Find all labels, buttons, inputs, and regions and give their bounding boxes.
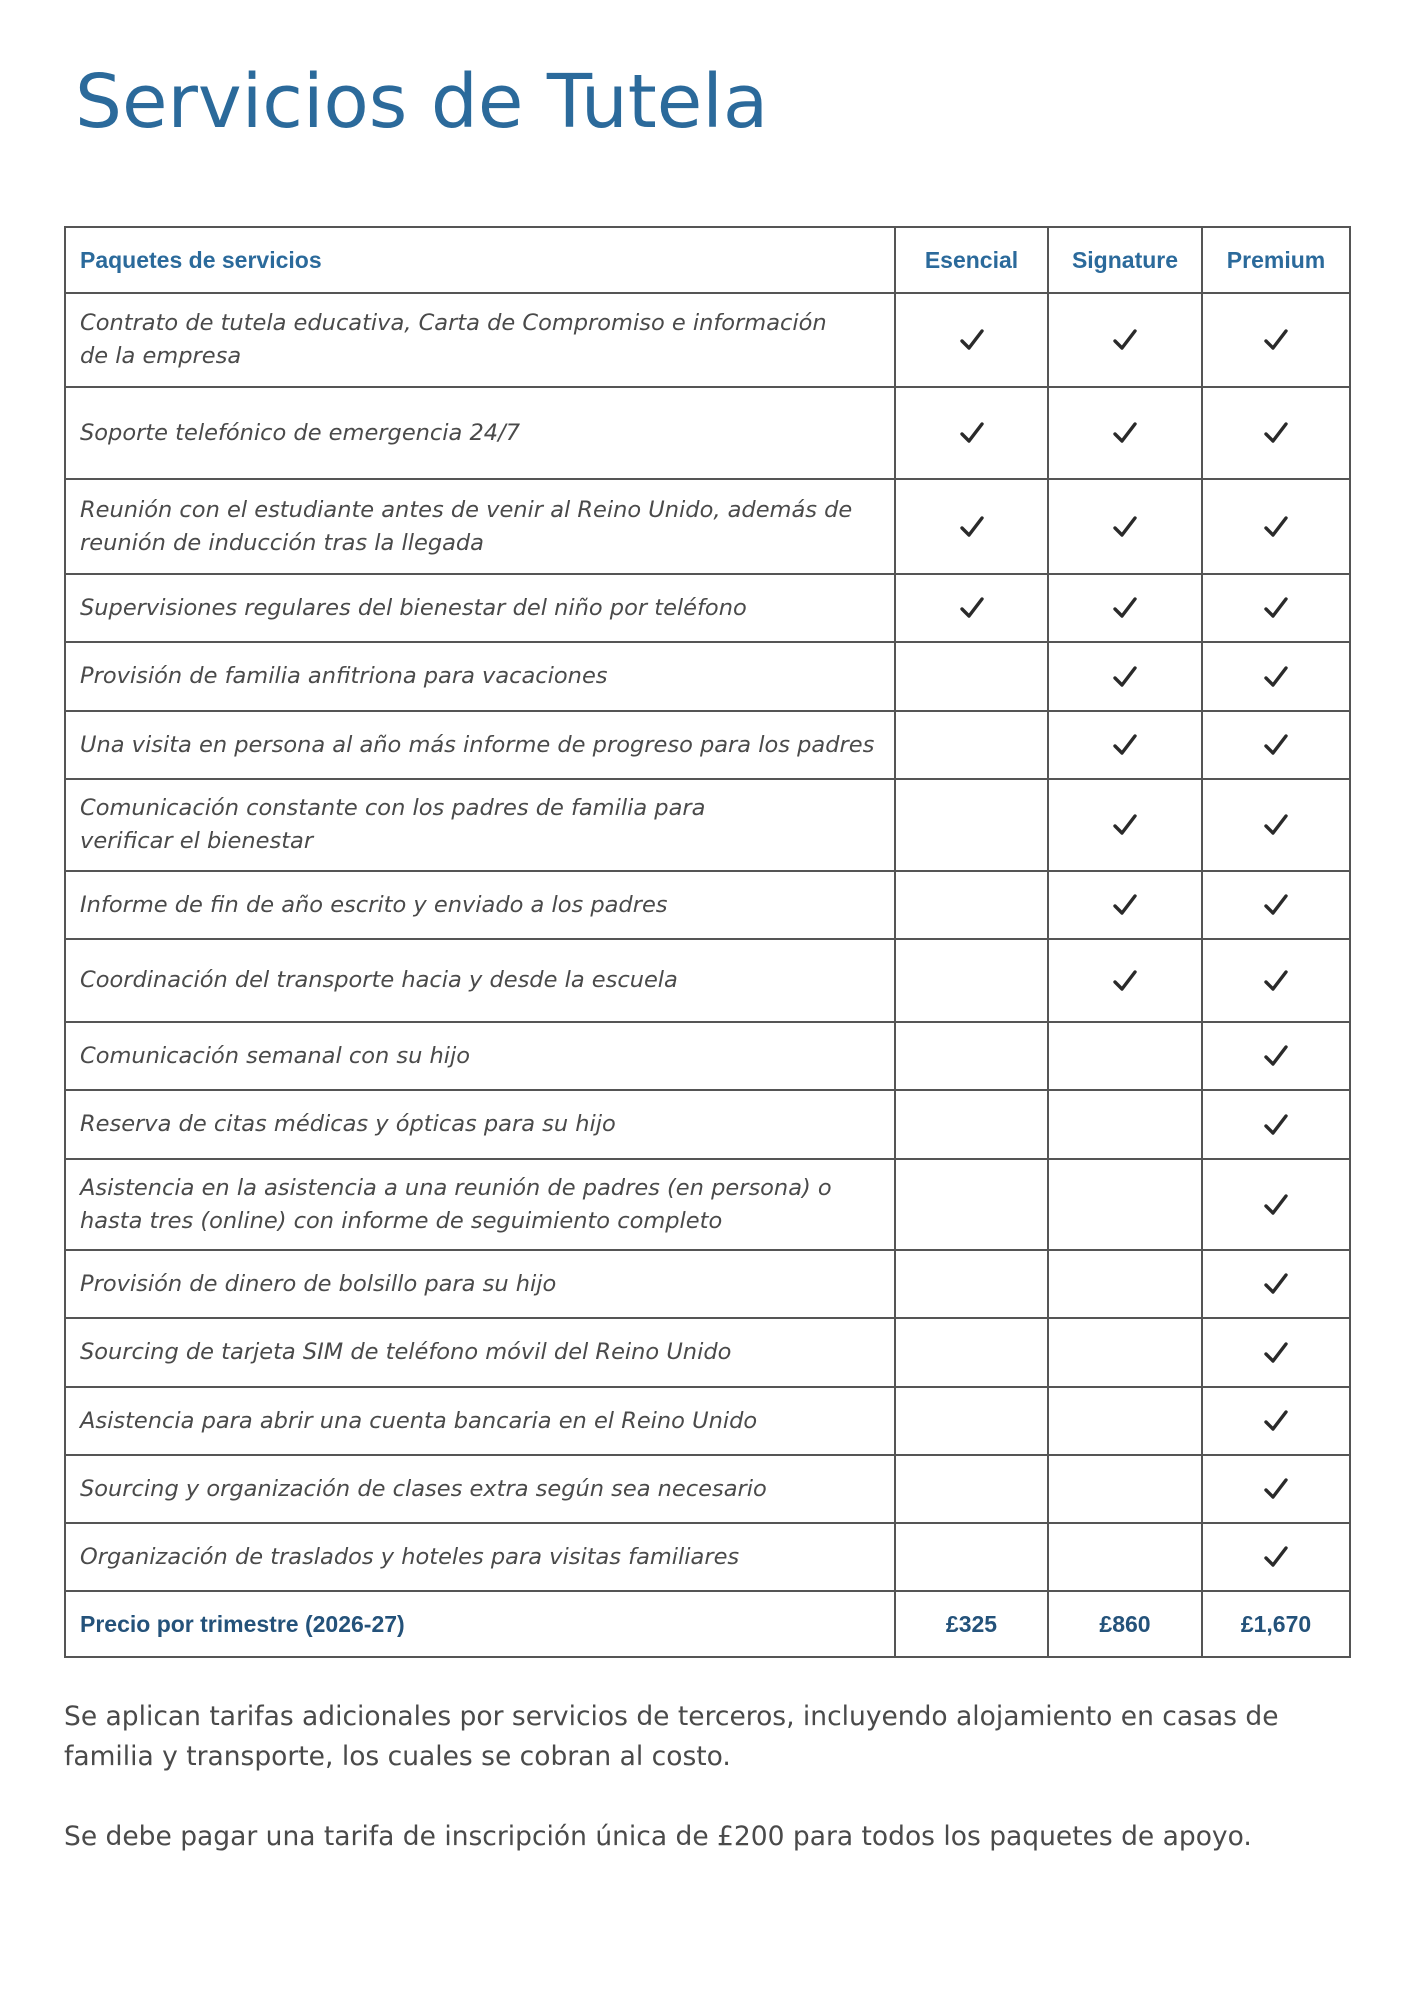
header-services: Paquetes de servicios	[65, 227, 895, 293]
cell-premium	[1202, 1022, 1350, 1090]
check-icon	[1262, 595, 1290, 621]
cell-premium	[1202, 387, 1350, 479]
service-label: Organización de traslados y hoteles para visitas familiares	[65, 1523, 895, 1591]
check-icon	[1111, 968, 1139, 994]
cell-esencial	[895, 1387, 1048, 1455]
check-icon	[1262, 1340, 1290, 1366]
cell-signature	[1048, 779, 1202, 871]
check-icon	[1262, 1544, 1290, 1570]
cell-premium	[1202, 1090, 1350, 1159]
cell-premium	[1202, 479, 1350, 574]
cell-esencial	[895, 871, 1048, 939]
check-icon	[1111, 812, 1139, 838]
price-signature: £860	[1048, 1591, 1202, 1657]
service-packages-table	[64, 226, 1351, 1658]
cell-signature	[1048, 939, 1202, 1022]
header-plan-signature: Signature	[1048, 227, 1202, 293]
cell-premium	[1202, 871, 1350, 939]
cell-premium	[1202, 1250, 1350, 1318]
check-icon	[1262, 1043, 1290, 1069]
check-icon	[1111, 732, 1139, 758]
service-label: Sourcing de tarjeta SIM de teléfono móvil del Reino Unido	[65, 1318, 895, 1387]
table-row	[65, 779, 1350, 871]
cell-premium	[1202, 1159, 1350, 1250]
cell-premium	[1202, 293, 1350, 387]
check-icon	[1111, 514, 1139, 540]
table-row	[65, 642, 1350, 711]
table-row	[65, 1318, 1350, 1387]
cell-signature	[1048, 1022, 1202, 1090]
cell-esencial	[895, 1523, 1048, 1591]
check-icon	[958, 595, 986, 621]
service-label: Contrato de tutela educativa, Carta de Compromiso e información de la empresa	[65, 293, 895, 387]
cell-esencial	[895, 642, 1048, 711]
check-icon	[1111, 327, 1139, 353]
cell-esencial	[895, 1455, 1048, 1523]
check-icon	[1262, 812, 1290, 838]
service-label: Supervisiones regulares del bienestar del niño por teléfono	[65, 574, 895, 642]
cell-esencial	[895, 939, 1048, 1022]
check-icon	[1262, 968, 1290, 994]
service-label: Coordinación del transporte hacia y desde la escuela	[65, 939, 895, 1022]
cell-signature	[1048, 1318, 1202, 1387]
note-third-party-fees: Se aplican tarifas adicionales por servicios de terceros, incluyendo alojamiento en casas de familia y transporte, los cuales se cobran al costo.	[64, 1701, 1279, 1772]
table-row	[65, 1250, 1350, 1318]
table-row	[65, 479, 1350, 574]
cell-signature	[1048, 574, 1202, 642]
cell-esencial	[895, 387, 1048, 479]
cell-esencial	[895, 1022, 1048, 1090]
cell-signature	[1048, 1387, 1202, 1455]
cell-premium	[1202, 574, 1350, 642]
table-row	[65, 1090, 1350, 1159]
service-label: Comunicación constante con los padres de familia para verificar el bienestar	[65, 779, 895, 871]
check-icon	[958, 420, 986, 446]
check-icon	[1111, 892, 1139, 918]
check-icon	[1262, 732, 1290, 758]
cell-premium	[1202, 779, 1350, 871]
service-label: Provisión de dinero de bolsillo para su hijo	[65, 1250, 895, 1318]
cell-premium	[1202, 711, 1350, 779]
cell-esencial	[895, 1318, 1048, 1387]
cell-premium	[1202, 1387, 1350, 1455]
check-icon	[1262, 1408, 1290, 1434]
cell-signature	[1048, 1455, 1202, 1523]
cell-signature	[1048, 1159, 1202, 1250]
price-row-label: Precio por trimestre (2026-27)	[65, 1591, 895, 1657]
cell-premium	[1202, 1523, 1350, 1591]
cell-esencial	[895, 479, 1048, 574]
table-row	[65, 1387, 1350, 1455]
check-icon	[1262, 1112, 1290, 1138]
service-label: Asistencia para abrir una cuenta bancaria en el Reino Unido	[65, 1387, 895, 1455]
cell-signature	[1048, 711, 1202, 779]
check-icon	[1262, 1271, 1290, 1297]
table-row	[65, 1455, 1350, 1523]
service-label: Asistencia en la asistencia a una reunión de padres (en persona) o hasta tres (online) con informe de seguimiento completo	[65, 1159, 895, 1250]
table-row	[65, 1159, 1350, 1250]
check-icon	[1262, 1476, 1290, 1502]
service-label: Reserva de citas médicas y ópticas para su hijo	[65, 1090, 895, 1159]
table-row	[65, 939, 1350, 1022]
check-icon	[958, 327, 986, 353]
cell-signature	[1048, 1523, 1202, 1591]
cell-signature	[1048, 642, 1202, 711]
service-label: Provisión de familia anfitriona para vacaciones	[65, 642, 895, 711]
cell-signature	[1048, 387, 1202, 479]
cell-signature	[1048, 293, 1202, 387]
service-label: Comunicación semanal con su hijo	[65, 1022, 895, 1090]
price-esencial: £325	[895, 1591, 1048, 1657]
check-icon	[958, 514, 986, 540]
page-title: Servicios de Tutela	[75, 59, 769, 145]
cell-premium	[1202, 642, 1350, 711]
table-row	[65, 387, 1350, 479]
header-plan-esencial: Esencial	[895, 227, 1048, 293]
header-plan-premium: Premium	[1202, 227, 1350, 293]
check-icon	[1262, 892, 1290, 918]
check-icon	[1262, 420, 1290, 446]
check-icon	[1262, 1192, 1290, 1218]
check-icon	[1262, 327, 1290, 353]
cell-esencial	[895, 1250, 1048, 1318]
table-row	[65, 293, 1350, 387]
check-icon	[1111, 420, 1139, 446]
service-label: Sourcing y organización de clases extra según sea necesario	[65, 1455, 895, 1523]
note-registration-fee: Se debe pagar una tarifa de inscripción única de £200 para todos los paquetes de apoyo.	[64, 1821, 1252, 1852]
service-label: Una visita en persona al año más informe de progreso para los padres	[65, 711, 895, 779]
table-row	[65, 1523, 1350, 1591]
cell-premium	[1202, 939, 1350, 1022]
check-icon	[1262, 664, 1290, 690]
cell-esencial	[895, 1159, 1048, 1250]
cell-esencial	[895, 1090, 1048, 1159]
service-label: Informe de fin de año escrito y enviado a los padres	[65, 871, 895, 939]
table-header-row	[65, 227, 1350, 293]
cell-esencial	[895, 293, 1048, 387]
cell-signature	[1048, 1090, 1202, 1159]
table-row	[65, 711, 1350, 779]
service-label: Reunión con el estudiante antes de venir al Reino Unido, además de reunión de inducción tras la llegada	[65, 479, 895, 574]
table-row	[65, 574, 1350, 642]
table-row	[65, 1022, 1350, 1090]
cell-esencial	[895, 574, 1048, 642]
cell-signature	[1048, 1250, 1202, 1318]
check-icon	[1111, 595, 1139, 621]
price-premium: £1,670	[1202, 1591, 1350, 1657]
check-icon	[1262, 514, 1290, 540]
table-row	[65, 871, 1350, 939]
cell-signature	[1048, 871, 1202, 939]
cell-signature	[1048, 479, 1202, 574]
cell-esencial	[895, 779, 1048, 871]
cell-esencial	[895, 711, 1048, 779]
cell-premium	[1202, 1318, 1350, 1387]
cell-premium	[1202, 1455, 1350, 1523]
check-icon	[1111, 664, 1139, 690]
price-row	[65, 1591, 1350, 1657]
service-label: Soporte telefónico de emergencia 24/7	[65, 387, 895, 479]
